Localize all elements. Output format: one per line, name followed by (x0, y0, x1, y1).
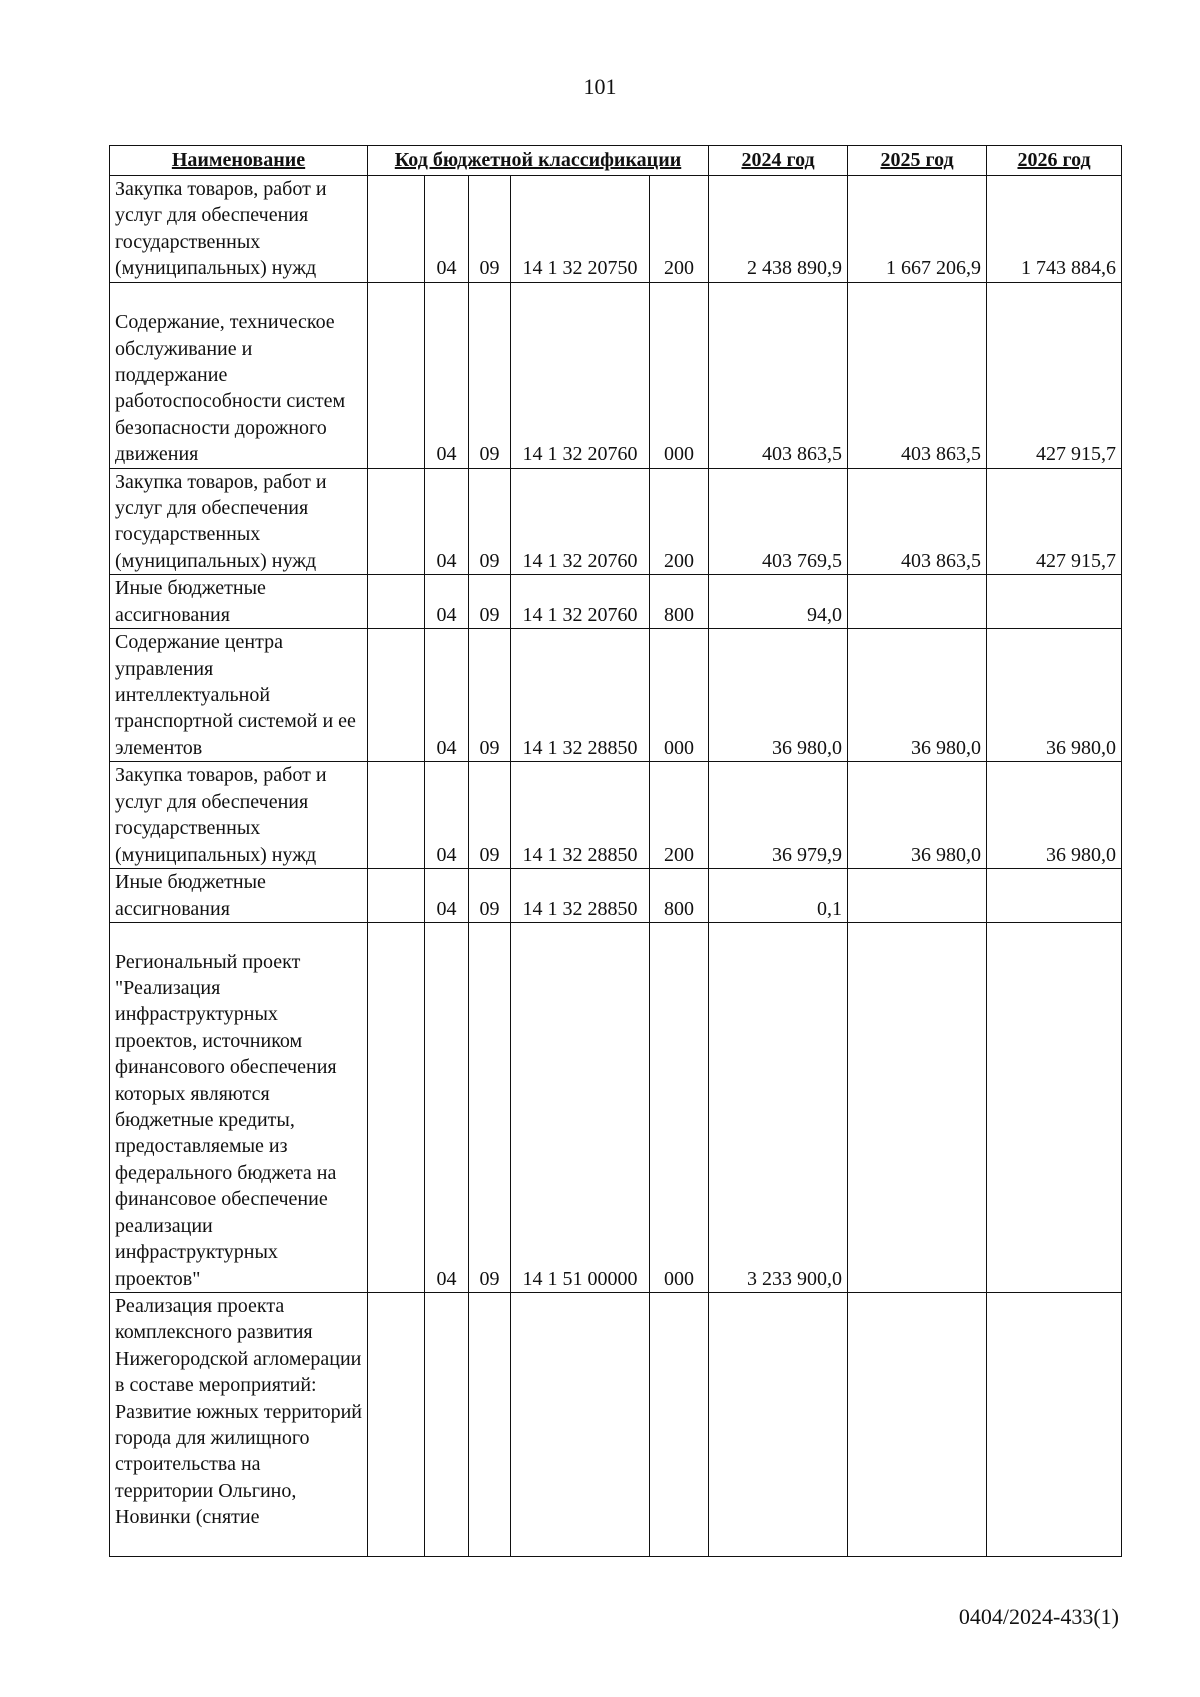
table-row (110, 868, 1122, 922)
header-2026: 2026 год (987, 146, 1122, 176)
empty-cell (368, 868, 425, 922)
table-row (110, 1292, 1122, 1556)
target-article-code: 14 1 32 28850 (511, 762, 650, 869)
table-row (110, 468, 1122, 575)
amount-2024: 403 863,5 (709, 282, 848, 468)
expense-type-code (650, 1292, 709, 1556)
header-name: Наименование (110, 146, 368, 176)
target-article-code: 14 1 32 28850 (511, 629, 650, 762)
target-article-code: 14 1 32 20760 (511, 575, 650, 629)
table-row (110, 629, 1122, 762)
amount-2026: 36 980,0 (987, 762, 1122, 869)
target-article-code (511, 1292, 650, 1556)
amount-2025 (848, 868, 987, 922)
target-article-code: 14 1 32 20750 (511, 176, 650, 283)
table-row (110, 762, 1122, 869)
amount-2026 (987, 868, 1122, 922)
empty-cell (368, 922, 425, 1292)
row-name: Содержание центра управления интеллектуальной транспортной системой и ее элементов (110, 629, 368, 762)
amount-2025: 36 980,0 (848, 629, 987, 762)
row-name: Иные бюджетные ассигнования (110, 868, 368, 922)
subsection-code: 09 (469, 868, 511, 922)
section-code: 04 (425, 922, 469, 1292)
subsection-code: 09 (469, 282, 511, 468)
amount-2025 (848, 1292, 987, 1556)
amount-2026: 427 915,7 (987, 468, 1122, 575)
section-code: 04 (425, 629, 469, 762)
target-article-code: 14 1 32 28850 (511, 868, 650, 922)
section-code: 04 (425, 762, 469, 869)
amount-2025: 36 980,0 (848, 762, 987, 869)
section-code: 04 (425, 575, 469, 629)
subsection-code: 09 (469, 762, 511, 869)
expense-type-code: 800 (650, 575, 709, 629)
target-article-code: 14 1 51 00000 (511, 922, 650, 1292)
document-code: 0404/2024-433(1) (958, 1604, 1119, 1629)
amount-2024: 36 980,0 (709, 629, 848, 762)
empty-cell (368, 468, 425, 575)
empty-cell (368, 282, 425, 468)
amount-2026: 1 743 884,6 (987, 176, 1122, 283)
target-article-code: 14 1 32 20760 (511, 282, 650, 468)
row-name: Региональный проект "Реализация инфраструктурных проектов, источником финансового обеспечения которых являются бюджетные кредиты, предоставляемые из федерального бюджета на финансовое обеспечение реализации инфраструктурных проектов" (110, 922, 368, 1292)
row-name: Закупка товаров, работ и услуг для обеспечения государственных (муниципальных) нужд (110, 468, 368, 575)
subsection-code: 09 (469, 176, 511, 283)
table-header-row (110, 146, 1122, 176)
amount-2026 (987, 1292, 1122, 1556)
amount-2025: 1 667 206,9 (848, 176, 987, 283)
section-code: 04 (425, 176, 469, 283)
section-code (425, 1292, 469, 1556)
amount-2024: 403 769,5 (709, 468, 848, 575)
section-code: 04 (425, 282, 469, 468)
table-row (110, 176, 1122, 283)
expense-type-code: 200 (650, 468, 709, 575)
empty-cell (368, 762, 425, 869)
amount-2026: 36 980,0 (987, 629, 1122, 762)
section-code: 04 (425, 868, 469, 922)
amount-2024: 3 233 900,0 (709, 922, 848, 1292)
expense-type-code: 200 (650, 176, 709, 283)
header-2024: 2024 год (709, 146, 848, 176)
subsection-code: 09 (469, 575, 511, 629)
table-row (110, 575, 1122, 629)
row-name: Закупка товаров, работ и услуг для обеспечения государственных (муниципальных) нужд (110, 762, 368, 869)
budget-table (109, 145, 1122, 1557)
amount-2025 (848, 922, 987, 1292)
header-budget-code: Код бюджетной классификации (368, 146, 709, 176)
table-row (110, 922, 1122, 1292)
amount-2024: 36 979,9 (709, 762, 848, 869)
empty-cell (368, 629, 425, 762)
row-name: Реализация проекта комплексного развития Нижегородской агломерации в составе мероприятий: Развитие южных территорий города для жилищного строительства на территории Ольгино, Новинки (снятие (110, 1292, 368, 1556)
amount-2025: 403 863,5 (848, 282, 987, 468)
amount-2025 (848, 575, 987, 629)
amount-2024: 0,1 (709, 868, 848, 922)
empty-cell (368, 1292, 425, 1556)
amount-2025: 403 863,5 (848, 468, 987, 575)
subsection-code: 09 (469, 922, 511, 1292)
row-name: Закупка товаров, работ и услуг для обеспечения государственных (муниципальных) нужд (110, 176, 368, 283)
empty-cell (368, 176, 425, 283)
expense-type-code: 000 (650, 922, 709, 1292)
expense-type-code: 000 (650, 629, 709, 762)
expense-type-code: 200 (650, 762, 709, 869)
amount-2026 (987, 575, 1122, 629)
subsection-code: 09 (469, 468, 511, 575)
amount-2024: 94,0 (709, 575, 848, 629)
subsection-code (469, 1292, 511, 1556)
section-code: 04 (425, 468, 469, 575)
amount-2026: 427 915,7 (987, 282, 1122, 468)
target-article-code: 14 1 32 20760 (511, 468, 650, 575)
table-row (110, 282, 1122, 468)
amount-2024: 2 438 890,9 (709, 176, 848, 283)
expense-type-code: 800 (650, 868, 709, 922)
amount-2026 (987, 922, 1122, 1292)
header-2025: 2025 год (848, 146, 987, 176)
page-number: 101 (583, 74, 617, 99)
row-name: Иные бюджетные ассигнования (110, 575, 368, 629)
expense-type-code: 000 (650, 282, 709, 468)
amount-2024 (709, 1292, 848, 1556)
subsection-code: 09 (469, 629, 511, 762)
empty-cell (368, 575, 425, 629)
row-name: Содержание, техническое обслуживание и поддержание работоспособности систем безопасности дорожного движения (110, 282, 368, 468)
